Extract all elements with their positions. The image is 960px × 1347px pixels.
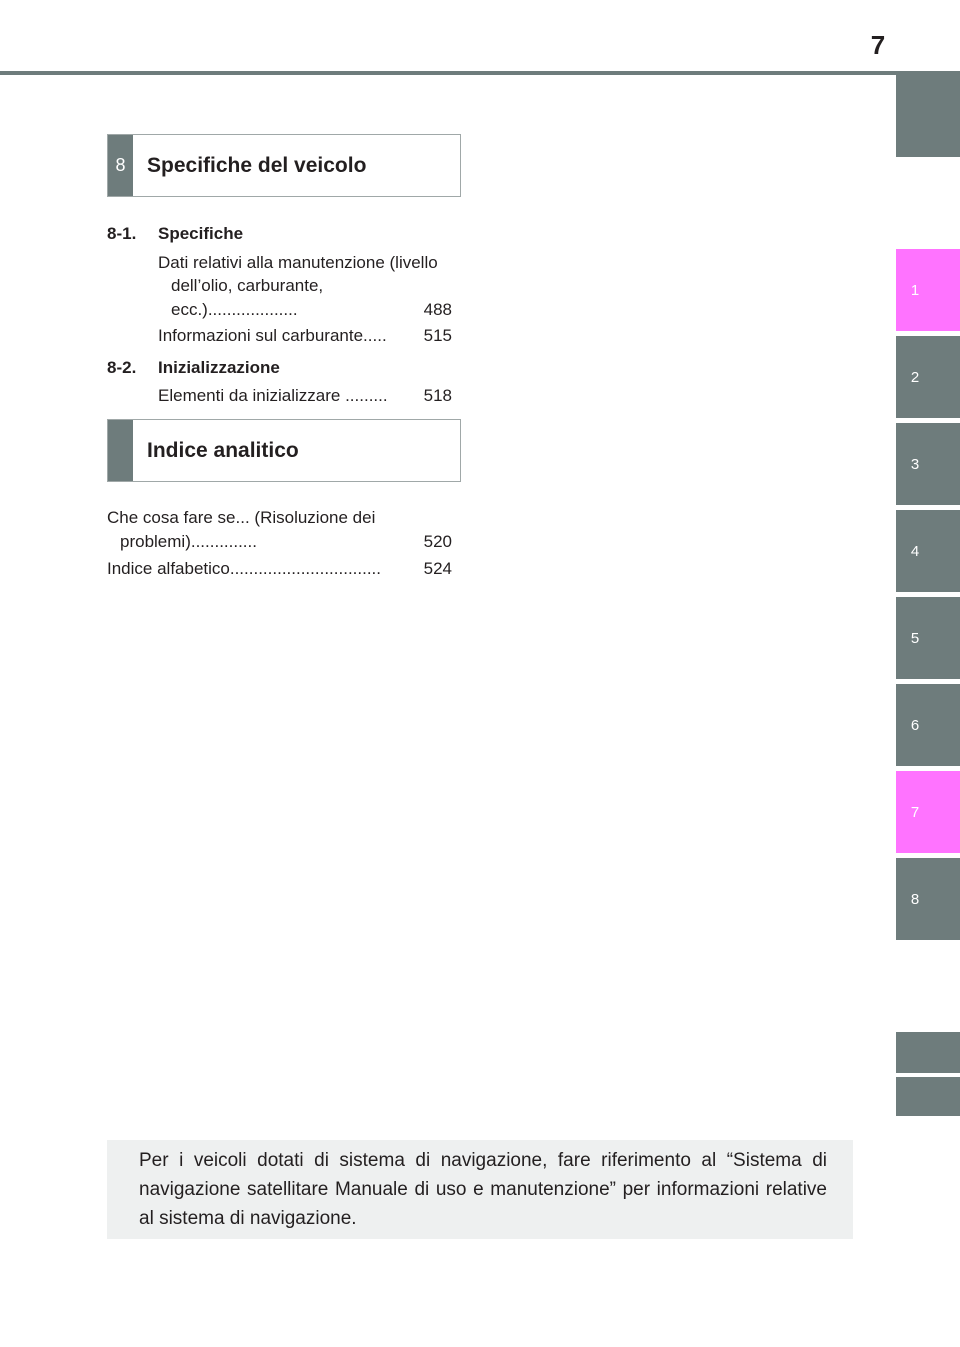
side-tab-2[interactable]: 2	[896, 336, 960, 418]
toc-entry[interactable]	[107, 506, 452, 553]
section-number-bar	[108, 420, 133, 481]
navigation-notice: Per i veicoli dotati di sistema di navigazione, fare riferimento al “Sistema di navigazione satellitare Manuale di uso e manutenzione” per informazioni relative al sistema di navigazione.	[107, 1140, 853, 1239]
side-tab-5[interactable]: 5	[896, 597, 960, 679]
section-title: Indice analitico	[147, 438, 299, 462]
toc-index	[107, 506, 452, 586]
toc-entry-text: Elementi da inizializzare .........	[158, 386, 388, 405]
toc-entry-text: Che cosa fare se... (Risoluzione dei problemi)..............	[107, 508, 376, 551]
chapter-title: Specifiche	[158, 224, 244, 243]
side-tab-3[interactable]: 3	[896, 423, 960, 505]
side-tab-7[interactable]: 7	[896, 771, 960, 853]
toc-section-8	[107, 222, 452, 413]
chapter-title: Inizializzazione	[158, 357, 280, 377]
side-tab-index-b[interactable]	[896, 1077, 960, 1116]
toc-entry-text: Informazioni sul carburante.....	[158, 326, 387, 345]
toc-entry[interactable]	[158, 251, 452, 322]
side-tab-1[interactable]: 1	[896, 249, 960, 331]
section-header-indice[interactable]	[107, 419, 461, 482]
side-tab-top[interactable]	[896, 75, 960, 157]
side-tab-6[interactable]: 6	[896, 684, 960, 766]
toc-entry-text: Indice alfabetico................................	[107, 559, 382, 578]
toc-entry-page: 524	[423, 559, 452, 578]
section-header-specifiche[interactable]	[107, 134, 461, 197]
toc-entry[interactable]	[158, 384, 452, 408]
section-number-bar: 8	[108, 135, 133, 196]
toc-entry-page: 520	[423, 531, 452, 551]
header-rule	[0, 71, 960, 75]
page-number: 7	[870, 30, 886, 60]
toc-entry-page: 515	[423, 326, 452, 345]
side-tab-4[interactable]: 4	[896, 510, 960, 592]
toc-entry-text: Dati relativi alla manutenzione (livello dell’olio, carburante, ecc.)...................	[158, 252, 438, 319]
toc-entry[interactable]	[107, 557, 452, 581]
chapter-heading[interactable]	[107, 222, 452, 246]
toc-entry[interactable]	[158, 324, 452, 348]
toc-entry-page: 518	[423, 386, 452, 405]
side-tab-index-a[interactable]	[896, 1032, 960, 1073]
section-title: Specifiche del veicolo	[147, 153, 367, 177]
chapter-heading[interactable]	[107, 356, 452, 380]
chapter-number: 8-1.	[107, 224, 137, 243]
side-tab-8[interactable]: 8	[896, 858, 960, 940]
toc-entry-page: 488	[423, 299, 452, 319]
chapter-number: 8-2.	[107, 357, 137, 377]
